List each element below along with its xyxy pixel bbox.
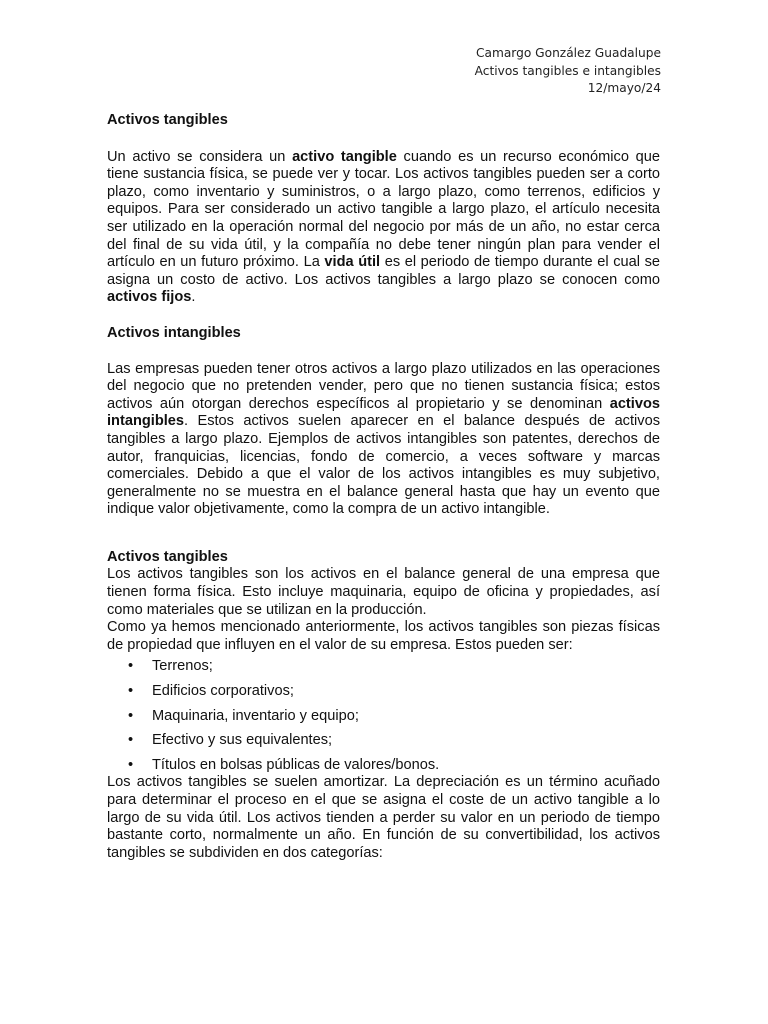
text-run: Un activo se considera un bbox=[107, 148, 293, 165]
list-item-text: Maquinaria, inventario y equipo; bbox=[152, 707, 359, 724]
text-run: . Estos activos suelen aparecer en el balance después de activos tangibles a largo plazo. Ejemplos de activos intangibles son patentes, derechos de autor, franquicias, licencias, fondo de comercio, a veces software y marcas comerciales. Debido a que el valor de los activos intangibles es muy subjetivo, generalmente no se muestra en el balance general hasta que hay un evento que indique valor objetivamente, como la compra de un activo intangible. bbox=[107, 413, 660, 518]
bullet-icon: • bbox=[128, 683, 134, 700]
paragraph-depreciation: Los activos tangibles se suelen amortizar. La depreciación es un término acuñado para determinar el proceso en el que se asigna el coste de un activo tangible a lo largo de su vida útil. Los activos tienden a perder su valor en un periodo de tiempo bastante corto, normalmente un año. En función de su convertibilidad, los activos tangibles se subdividen en dos categorías: bbox=[107, 774, 660, 861]
bullet-icon: • bbox=[128, 658, 134, 675]
paragraph-tangibles-examples-intro: Como ya hemos mencionado anteriormente, los activos tangibles son piezas físicas de propiedad que influyen en el valor de su empresa. Estos pueden ser: bbox=[107, 619, 660, 653]
document-header bbox=[475, 45, 661, 98]
section-heading-tangibles: Activos tangibles bbox=[107, 112, 228, 128]
text-run: . bbox=[191, 289, 196, 306]
text-run: Las empresas pueden tener otros activos a largo plazo utilizados en las operaciones del negocio que no pretenden vender, pero que no tienen sustancia física; estos activos aún otorgan derechos específicos al propietario y se denominan bbox=[107, 360, 660, 412]
paragraph-tangibles-physical: Los activos tangibles son los activos en el balance general de una empresa que tienen forma física. Esto incluye maquinaria, equipo de oficina y propiedades, así como materiales que se utilizan en la producción. bbox=[107, 566, 660, 618]
list-item-text: Efectivo y sus equivalentes; bbox=[152, 732, 333, 749]
bold-term-activo-tangible: activo tangible bbox=[292, 148, 397, 165]
list-item bbox=[107, 683, 660, 701]
list-item-text: Terrenos; bbox=[152, 658, 213, 675]
tangible-assets-list bbox=[107, 658, 660, 774]
text-run: es el periodo de tiempo durante el cual se asigna un costo de activo. Los activos tangibles a largo plazo se conocen como bbox=[107, 254, 661, 288]
section-heading-tangibles-2: Activos tangibles bbox=[107, 548, 228, 565]
list-item bbox=[107, 757, 660, 775]
bold-term-activos-fijos: activos fijos bbox=[107, 289, 192, 306]
bullet-icon: • bbox=[128, 707, 134, 724]
document-date: 12/mayo/24 bbox=[587, 81, 661, 95]
paragraph-intangibles-definition bbox=[107, 361, 660, 519]
list-item bbox=[107, 732, 660, 750]
bullet-icon: • bbox=[128, 732, 134, 749]
list-item-text: Títulos en bolsas públicas de valores/bonos. bbox=[152, 756, 440, 773]
list-item bbox=[107, 708, 660, 726]
list-item bbox=[107, 658, 660, 676]
document-subject: Activos tangibles e intangibles bbox=[474, 63, 661, 78]
bold-term-vida-util: vida útil bbox=[324, 254, 381, 271]
bullet-icon: • bbox=[128, 756, 134, 773]
bold-term-activos-intangibles: activos intangibles bbox=[107, 395, 660, 430]
text-run: cuando es un recurso económico que tiene sustancia física, se puede ver y tocar. Los activos tangibles pueden ser a corto plazo, como inventario y suministros, o a largo plazo, como terrenos, edificios y equipos. Para ser considerado un activo tangible a largo plazo, el artículo necesita ser utilizado en la operación normal del negocio por más de un año, no estar cerca del final de su vida útil, y la compañía no debe tener ningún plan para vender el artículo en un futuro próximo. La bbox=[107, 148, 660, 271]
document-body bbox=[107, 112, 660, 862]
paragraph-tangibles-definition bbox=[107, 149, 660, 307]
section-heading-intangibles: Activos intangibles bbox=[107, 324, 241, 341]
author-name: Camargo González Guadalupe bbox=[475, 46, 661, 60]
list-item-text: Edificios corporativos; bbox=[152, 683, 294, 700]
